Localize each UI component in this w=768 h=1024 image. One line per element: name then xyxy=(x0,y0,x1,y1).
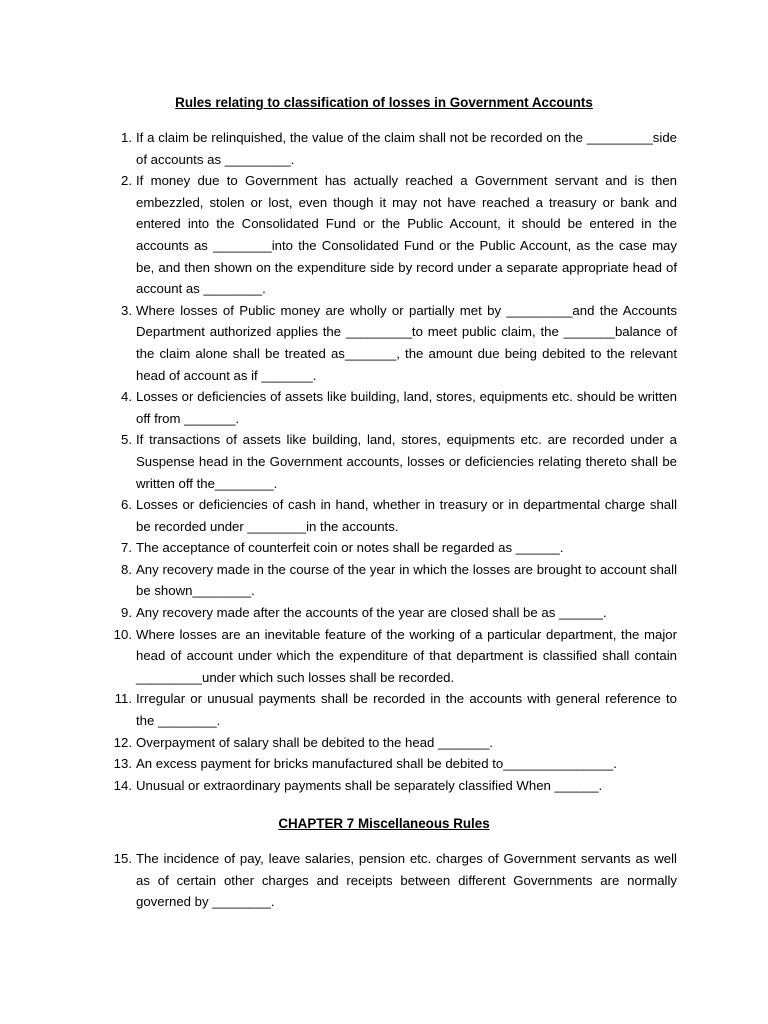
question-text: The incidence of pay, leave salaries, pension etc. charges of Government servants as well as of certain other charges and receipts between different Governments are normally governed by ________. xyxy=(136,851,677,910)
question-number: 13. xyxy=(113,756,132,772)
question-text: If a claim be relinquished, the value of the claim shall not be recorded on the _________side of accounts as _________. xyxy=(136,130,677,167)
question-item xyxy=(108,688,677,731)
question-number: 7. xyxy=(121,540,132,556)
question-item xyxy=(108,429,677,494)
question-item xyxy=(108,753,677,775)
question-item xyxy=(108,848,677,913)
document-title: Rules relating to classification of losses in Government Accounts xyxy=(175,95,593,110)
question-item xyxy=(108,732,677,754)
question-number: 8. xyxy=(121,561,132,577)
question-number: 10. xyxy=(113,626,132,642)
question-number: 9. xyxy=(121,605,132,621)
question-number: 4. xyxy=(121,389,132,405)
question-item xyxy=(108,386,677,429)
question-number: 12. xyxy=(113,734,132,750)
question-item xyxy=(108,170,677,300)
question-text: If money due to Government has actually reached a Government servant and is then embezzled, stolen or lost, even though it may not have reached a treasury or bank and entered into the Consolidated Fund or the Public Account, it should be entered in the accounts as ________into the Consolidated Fund or the Public Account, as the case may be, and then shown on the expenditure side by record under a separate appropriate head of account as ________. xyxy=(136,173,677,297)
question-text: Any recovery made in the course of the year in which the losses are brought to account shall be shown________. xyxy=(136,561,677,599)
question-item xyxy=(108,537,677,559)
question-number: 3. xyxy=(121,302,132,318)
chapter-question-list xyxy=(108,848,677,913)
question-item xyxy=(108,494,677,537)
question-text: Where losses are an inevitable feature of the working of a particular department, the major head of account under which the expenditure of that department is classified shall contain _________under which such losses shall be recorded. xyxy=(136,626,677,685)
question-item xyxy=(108,127,677,170)
chapter-heading: CHAPTER 7 Miscellaneous Rules xyxy=(278,816,490,831)
question-number: 14. xyxy=(113,777,132,793)
question-text: An excess payment for bricks manufactured shall be debited to_______________. xyxy=(136,756,617,772)
question-number: 5. xyxy=(121,432,132,448)
question-item xyxy=(108,300,677,386)
question-text: Where losses of Public money are wholly or partially met by _________and the Accounts Department authorized applies the _________to meet public claim, the _______balance of the claim alone shall be treated as_______, the amount due being debited to the relevant head of account as if _______. xyxy=(136,302,677,383)
question-text: Any recovery made after the accounts of the year are closed shall be as ______. xyxy=(136,605,607,621)
question-item xyxy=(108,775,677,797)
question-text: If transactions of assets like building, land, stores, equipments etc. are recorded under a Suspense head in the Government accounts, losses or deficiencies relating thereto shall be written off the________. xyxy=(136,432,677,491)
question-text: Losses or deficiencies of assets like building, land, stores, equipments etc. should be written off from _______. xyxy=(136,389,677,426)
question-number: 15. xyxy=(113,851,132,866)
question-item xyxy=(108,624,677,689)
question-number: 6. xyxy=(121,497,132,513)
question-number: 11. xyxy=(114,691,132,707)
question-list xyxy=(108,127,677,796)
question-item xyxy=(108,559,677,602)
question-item xyxy=(108,602,677,624)
question-text: Overpayment of salary shall be debited to the head _______. xyxy=(136,734,494,750)
question-text: Unusual or extraordinary payments shall be separately classified When ______. xyxy=(136,777,603,793)
question-text: Irregular or unusual payments shall be recorded in the accounts with general reference to the ________. xyxy=(136,691,677,729)
question-text: Losses or deficiencies of cash in hand, whether in treasury or in departmental charge shall be recorded under ________in the accounts. xyxy=(136,497,677,534)
question-number: 2. xyxy=(121,173,132,189)
question-text: The acceptance of counterfeit coin or notes shall be regarded as ______. xyxy=(136,540,564,556)
question-number: 1. xyxy=(121,130,132,145)
